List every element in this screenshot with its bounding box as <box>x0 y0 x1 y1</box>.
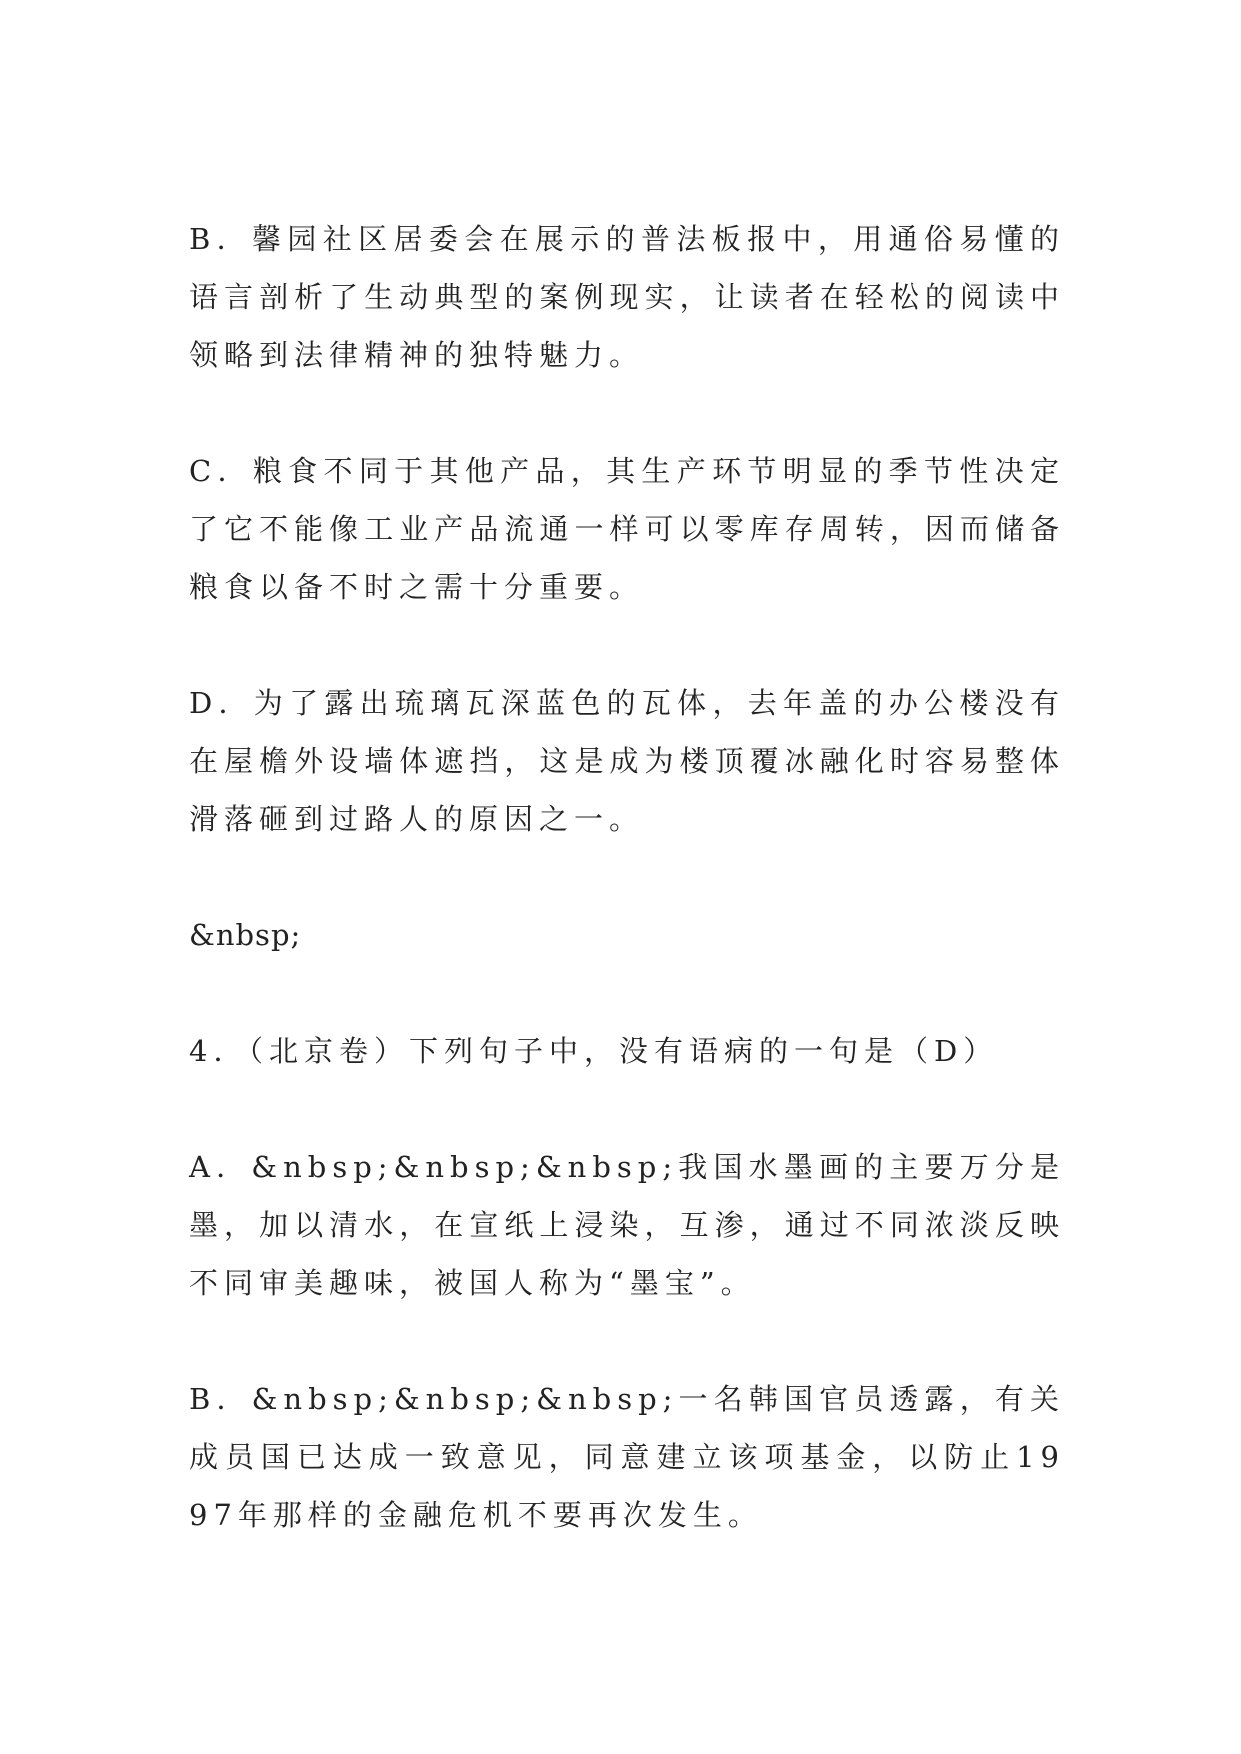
option-d-paragraph: D．为了露出琉璃瓦深蓝色的瓦体，去年盖的办公楼没有在屋檐外设墙体遮挡，这是成为楼顶覆冰融化时容易整体滑落砸到过路人的原因之一。 <box>189 686 1065 836</box>
question-4-heading: 4．（北京卷）下列句子中，没有语病的一句是（D） <box>189 1034 999 1068</box>
option-b-paragraph: B．馨园社区居委会在展示的普法板报中，用通俗易懂的语言剖析了生动典型的案例现实，让读者在轻松的阅读中领略到法律精神的独特魅力。 <box>189 222 1065 372</box>
question-4-option-a: A．&nbsp;&nbsp;&nbsp;我国水墨画的主要万分是墨，加以清水，在宣纸上浸染，互渗，通过不同浓淡反映不同审美趣味，被国人称为“墨宝”。 <box>189 1150 1065 1300</box>
option-c-paragraph: C．粮食不同于其他产品，其生产环节明显的季节性决定了它不能像工业产品流通一样可以零库存周转，因而储备粮食以备不时之需十分重要。 <box>189 454 1065 604</box>
nbsp-placeholder-text: &nbsp; <box>189 918 302 952</box>
question-4-option-b: B．&nbsp;&nbsp;&nbsp;一名韩国官员透露，有关成员国已达成一致意见，同意建立该项基金，以防止1997年那样的金融危机不要再次发生。 <box>189 1382 1065 1532</box>
document-body <box>189 210 1065 1602</box>
